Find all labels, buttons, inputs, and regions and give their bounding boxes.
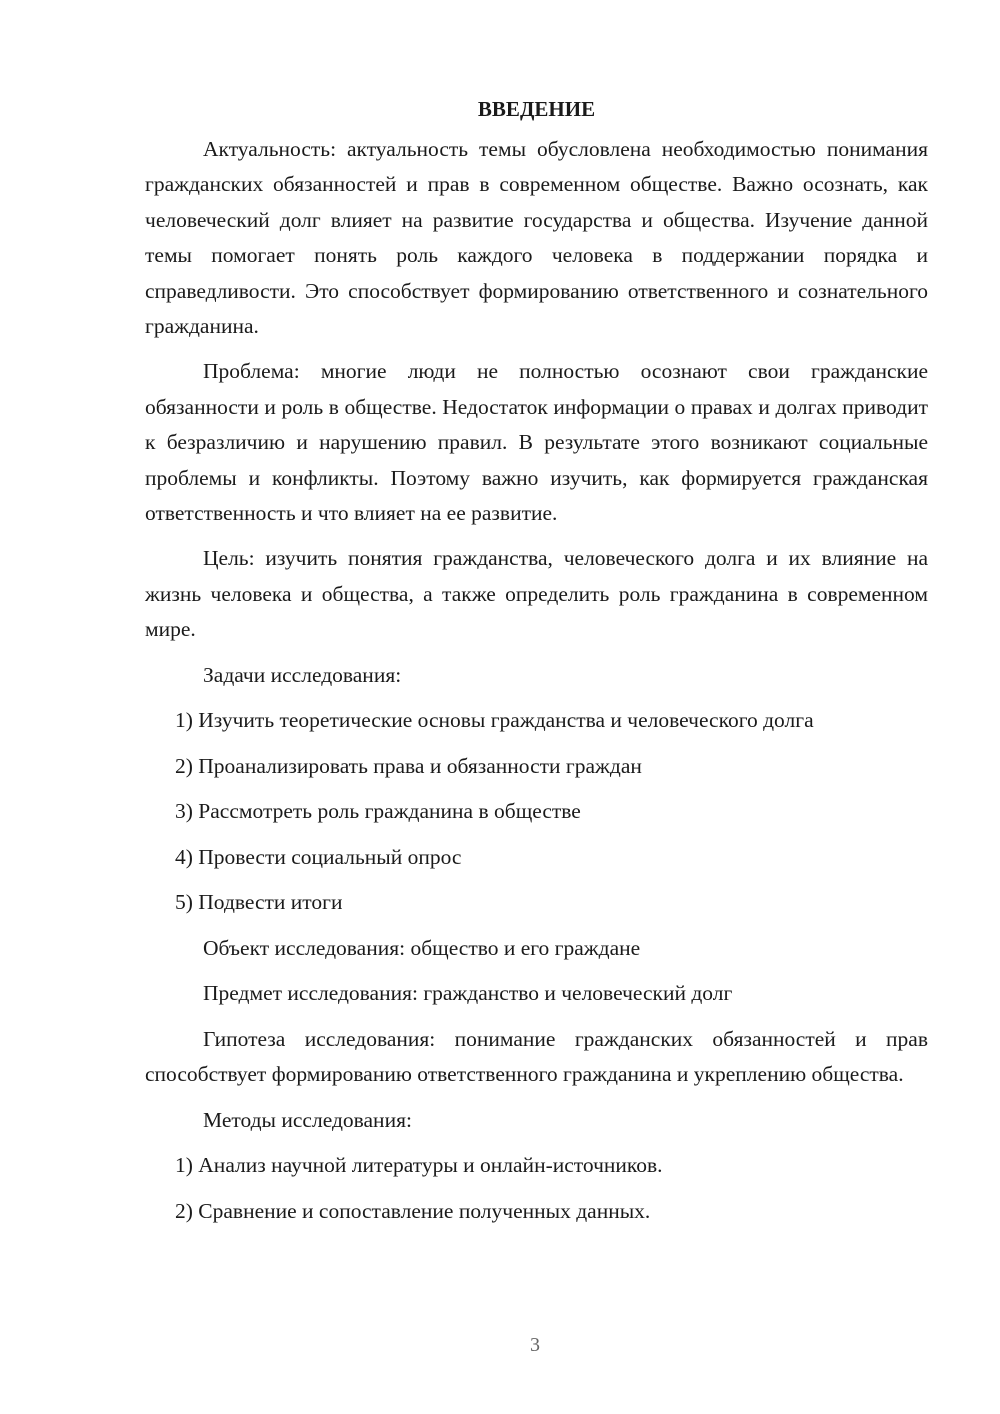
methods-list: [145, 1148, 928, 1229]
list-item: 1) Анализ научной литературы и онлайн-источников.: [175, 1153, 663, 1177]
relevance-paragraph: Актуальность: актуальность темы обусловлена необходимостью понимания гражданских обязанностей и прав в современном обществе. Важно осознать, как человеческий долг влияет на развитие государства и общества. Изучение данной темы помогает понять роль каждого человека в поддержании порядка и справедливости. Это способствует формированию ответственного и сознательного гражданина.: [145, 137, 928, 339]
document-page: [145, 92, 928, 1239]
tasks-list: [145, 703, 928, 920]
methods-heading: Методы исследования:: [203, 1107, 412, 1132]
tasks-heading: Задачи исследования:: [203, 662, 402, 687]
list-item: 1) Изучить теоретические основы гражданства и человеческого долга: [175, 708, 814, 733]
page-number: 3: [530, 1334, 540, 1356]
list-item: 2) Сравнение и сопоставление полученных данных.: [175, 1198, 651, 1223]
hypothesis-paragraph: Гипотеза исследования: понимание гражданских обязанностей и прав способствует формированию ответственного гражданина и укреплению общества.: [145, 1026, 928, 1087]
list-item: 4) Провести социальный опрос: [175, 844, 462, 869]
research-subject: Предмет исследования: гражданство и человеческий долг: [203, 981, 733, 1006]
list-item: 3) Рассмотреть роль гражданина в обществе: [175, 799, 581, 824]
list-item: 5) Подвести итоги: [175, 890, 343, 915]
list-item: 2) Проанализировать права и обязанности граждан: [175, 753, 642, 778]
section-title: ВВЕДЕНИЕ: [477, 97, 596, 121]
problem-paragraph: Проблема: многие люди не полностью осознают свои гражданские обязанности и роль в обществе. Недостаток информации о правах и долгах приводит к безразличию и нарушению правил. В результате этого возникают социальные проблемы и конфликты. Поэтому важно изучить, как формируется гражданская ответственность и что влияет на ее развитие.: [145, 359, 928, 526]
goal-paragraph: Цель: изучить понятия гражданства, человеческого долга и их влияние на жизнь человека и общества, а также определить роль гражданина в современном мире.: [145, 546, 928, 642]
research-object: Объект исследования: общество и его граждане: [203, 935, 641, 960]
